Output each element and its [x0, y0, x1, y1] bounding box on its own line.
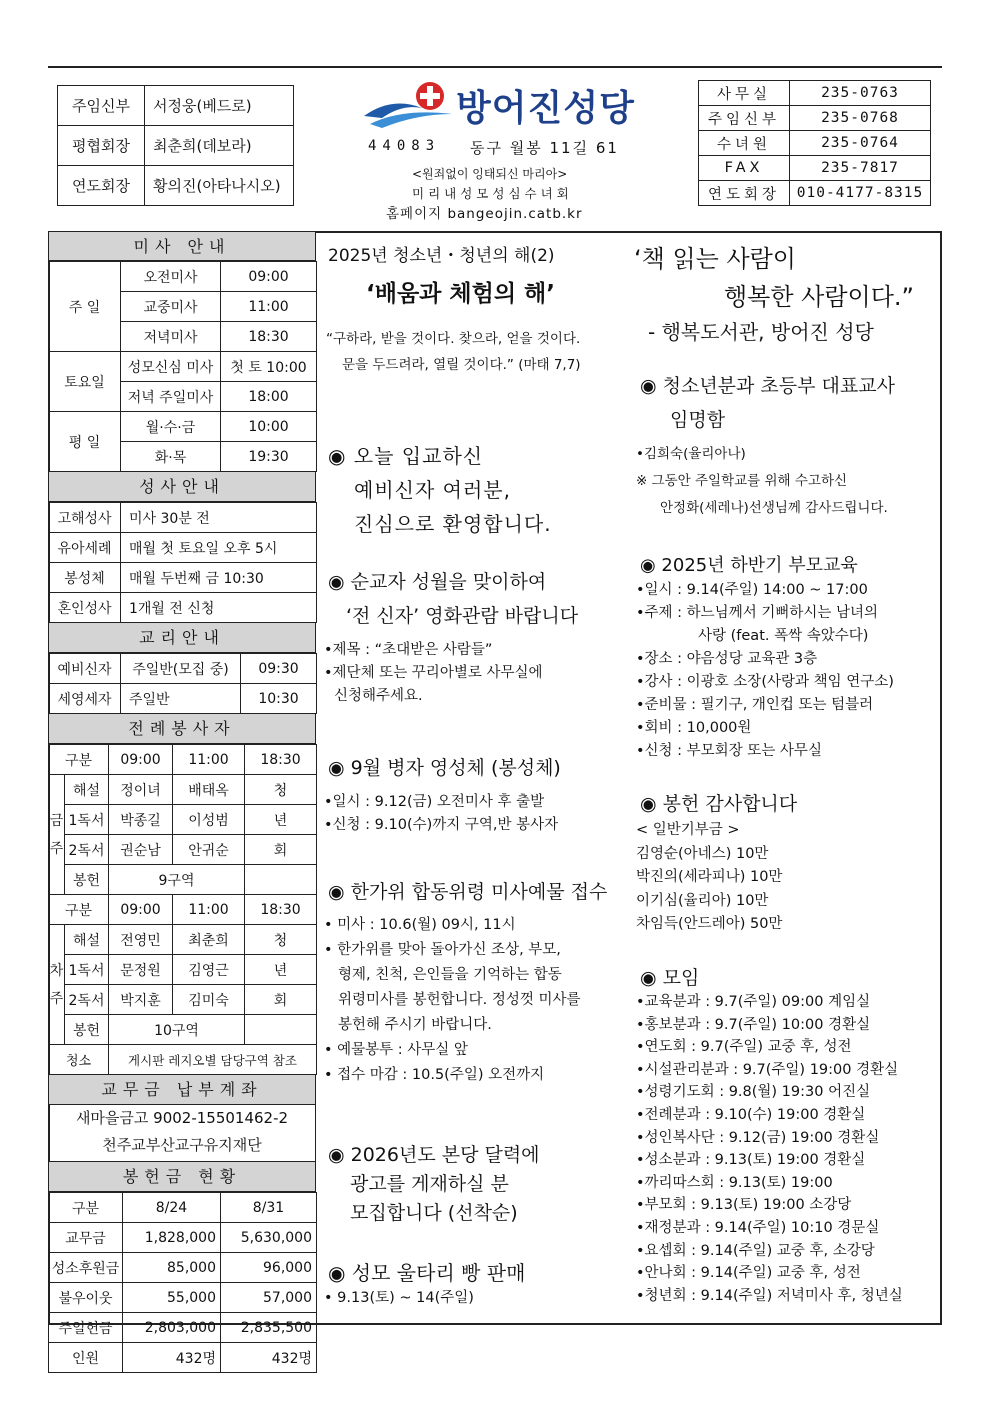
mass-table: 주 일 오전미사 09:00 교중미사 11:00 저녁미사 18:30 토요일 성모신심 미사 첫 토 10:00 저녁 주일미사 18:00 평 일 월·수·금 10:00 화·목 19:30: [48, 261, 317, 472]
welcome-notice: ◉ 오늘 입교하신 예비신자 여러분, 진심으로 환영합니다.: [328, 444, 552, 536]
quote-line-2: 행복한 사람이다.”: [724, 283, 914, 311]
bread-heading: ◉ 성모 울타리 빵 판매: [328, 1261, 526, 1285]
list-item: •청년회 : 9.14(주일) 저녁미사 후, 청년실: [636, 1287, 903, 1304]
church-logo: [362, 78, 457, 130]
address-code: 44083: [368, 138, 441, 154]
bread-details: • 9.13(토) ~ 14(주일): [324, 1290, 474, 1306]
list-item: •성소분과 : 9.13(토) 19:00 경환실: [636, 1152, 866, 1169]
dues-title: 교무금 납부계좌: [48, 1075, 316, 1105]
list-item: •성령기도회 : 9.8(월) 19:30 어진실: [636, 1084, 871, 1101]
year-theme: ‘배움과 체험의 해’: [366, 281, 556, 307]
list-item: •교육분과 : 9.7(주일) 09:00 계임실: [636, 994, 871, 1010]
meetings-heading: ◉ 모임: [640, 967, 700, 989]
list-item: •홍보분과 : 9.7(주일) 10:00 경환실: [636, 1016, 871, 1033]
church-name: 방어진성당: [456, 88, 635, 129]
dues-account: 새마을금고 9002-15501462-2 천주교부산교구유지재단: [48, 1105, 316, 1162]
sick-communion-details: •일시 : 9.12(금) 오전미사 후 출발 •신청 : 9.10(수)까지 구역,반 봉사자: [324, 794, 559, 833]
list-item: •시설관리분과 : 9.7(주일) 19:00 경환실: [636, 1061, 899, 1078]
phone-table: 사무실 235-0763 주임신부 235-0768 수녀원 235-0764 FAX 235-7817 연도회장 010-4177-8315: [698, 80, 931, 206]
year-title: 2025년 청소년・청년의 해(2): [328, 246, 555, 266]
doctrine-table: 예비신자 주일반(모집 중) 09:30 세영세자 주일반 10:30: [48, 653, 317, 714]
liturgy-table: 구분 09:00 11:00 18:30 금 주 해설 정이녀 배태옥 청 1독서 박종길 이성범 년 2독서 권순남 안귀순 회 봉헌 9구역 구분 09:00 11:00 18:30 차 주 해설 전영민 최춘희 청 1독서 문정원 김영근 년 2독서 박지훈 김미숙 회 봉헌 10구역 청소 게시판 레지오별 담당구역 참조: [48, 744, 317, 1075]
top-rule: [48, 66, 942, 68]
chuseok-details: • 미사 : 10.6(월) 09시, 11시 • 한가위를 맞아 돌아가신 조상, 부모, 형제, 친척, 은인들을 기억하는 합동 위령미사를 봉헌합니다. 정성껏 미사를 봉헌해 주시기 바랍니다. • 예물봉투 : 사무실 앞 • 접수 마감 : 10.5(주일) 오전까지: [324, 917, 581, 1083]
chuseok-heading: ◉ 한가위 합동위령 미사예물 접수: [328, 881, 608, 903]
thanks-heading: ◉ 봉헌 감사합니다: [640, 793, 798, 815]
sacrament-title: 성사안내: [48, 472, 316, 502]
doctrine-title: 교리안내: [48, 623, 316, 653]
verse-line-2: 문을 두드려라, 열릴 것이다.” (마태 7,7): [342, 357, 581, 373]
address: 동구 월봉 11길 61: [470, 139, 619, 157]
patron: <원죄없이 잉태되신 마리아>: [412, 167, 568, 181]
list-item: •까리따스회 : 9.13(토) 19:00: [636, 1174, 833, 1191]
list-item: •성인복사단 : 9.12(금) 19:00 경환실: [636, 1129, 880, 1146]
list-item: •전례분과 : 9.10(수) 19:00 경환실: [636, 1106, 866, 1123]
pastor-table: 주임신부 서정웅(베드로) 평협회장 최춘희(데보라) 연도회장 황의진(아타나시오): [57, 85, 294, 206]
offering-title: 봉헌금 현황: [48, 1162, 316, 1192]
quote-line-1: ‘책 읽는 사람이: [634, 245, 796, 273]
middle-column: [316, 231, 626, 1325]
parent-edu-heading: ◉ 2025년 하반기 부모교육: [640, 555, 858, 576]
list-item: •안나회 : 9.14(주일) 교중 후, 성전: [636, 1265, 861, 1282]
parent-edu-details: •일시 : 9.14(주일) 14:00 ~ 17:00 •주제 : 하느님께서 기뻐하시는 남녀의 사랑 (feat. 폭싹 속았수다) •장소 : 야음성당 교육관 3층 •강사 : 이광호 소장(사랑과 책임 연구소) •준비물 : 필기구, 개인컵 또는 텀블러 •회비 : 10,000원 •신청 : 부모회장 또는 사무실: [636, 582, 894, 759]
list-item: •재정분과 : 9.14(주일) 10:10 경문실: [636, 1219, 880, 1236]
convent: 미리내성모성심수녀회: [412, 186, 573, 201]
liturgy-title: 전례봉사자: [48, 714, 316, 744]
calendar-notice: ◉ 2026년도 본당 달력에 광고를 게재하실 분 모집합니다 (선착순): [328, 1144, 540, 1224]
film-notice: ◉ 순교자 성월을 맞이하여 ‘전 신자’ 영화관람 바랍니다: [328, 571, 579, 627]
thanks-details: < 일반기부금 > 김영순(아네스) 10만 박진의(세라피나) 10만 이기심(율리아) 10만 차임득(안드레아) 50만: [636, 822, 783, 932]
meetings-list: [636, 991, 903, 1307]
film-details: •제목 : “초대받은 사람들” •제단체 또는 꾸리아별로 사무실에 신청해주세요.: [324, 642, 543, 704]
homepage: 홈페이지 bangeojin.catb.kr: [386, 206, 583, 222]
right-column: [626, 231, 942, 1325]
quote-source: - 행복도서관, 방어진 성당: [648, 320, 874, 344]
offering-table: 구분 8/24 8/31 교무금 1,828,000 5,630,000 성소후원금 85,000 96,000 불우이웃 55,000 57,000 주일헌금 2,803,000 2,835,500 인원 432명 432명: [48, 1192, 317, 1373]
teacher-heading: ◉ 청소년분과 초등부 대표교사 임명함: [640, 375, 895, 431]
sacrament-table: 고해성사 미사 30분 전 유아세례 매월 첫 토요일 오후 5시 봉성체 매월 두번째 금 10:30 혼인성사 1개월 전 신청: [48, 502, 317, 623]
verse-line-1: “구하라, 받을 것이다. 찾으라, 얻을 것이다.: [326, 331, 581, 347]
mass-title: 미사 안내: [48, 231, 316, 261]
list-item: •부모회 : 9.13(토) 19:00 소강당: [636, 1197, 852, 1214]
teacher-details: •김희숙(율리아나) ※ 그동안 주일학교를 위해 수고하신 안정화(세레나)선생님께 감사드립니다.: [636, 446, 888, 516]
list-item: •요셉회 : 9.14(주일) 교중 후, 소강당: [636, 1242, 875, 1259]
sick-communion-heading: ◉ 9월 병자 영성체 (봉성체): [328, 757, 561, 779]
left-column: [48, 231, 316, 1373]
list-item: •연도회 : 9.7(주일) 교중 후, 성전: [636, 1039, 852, 1056]
